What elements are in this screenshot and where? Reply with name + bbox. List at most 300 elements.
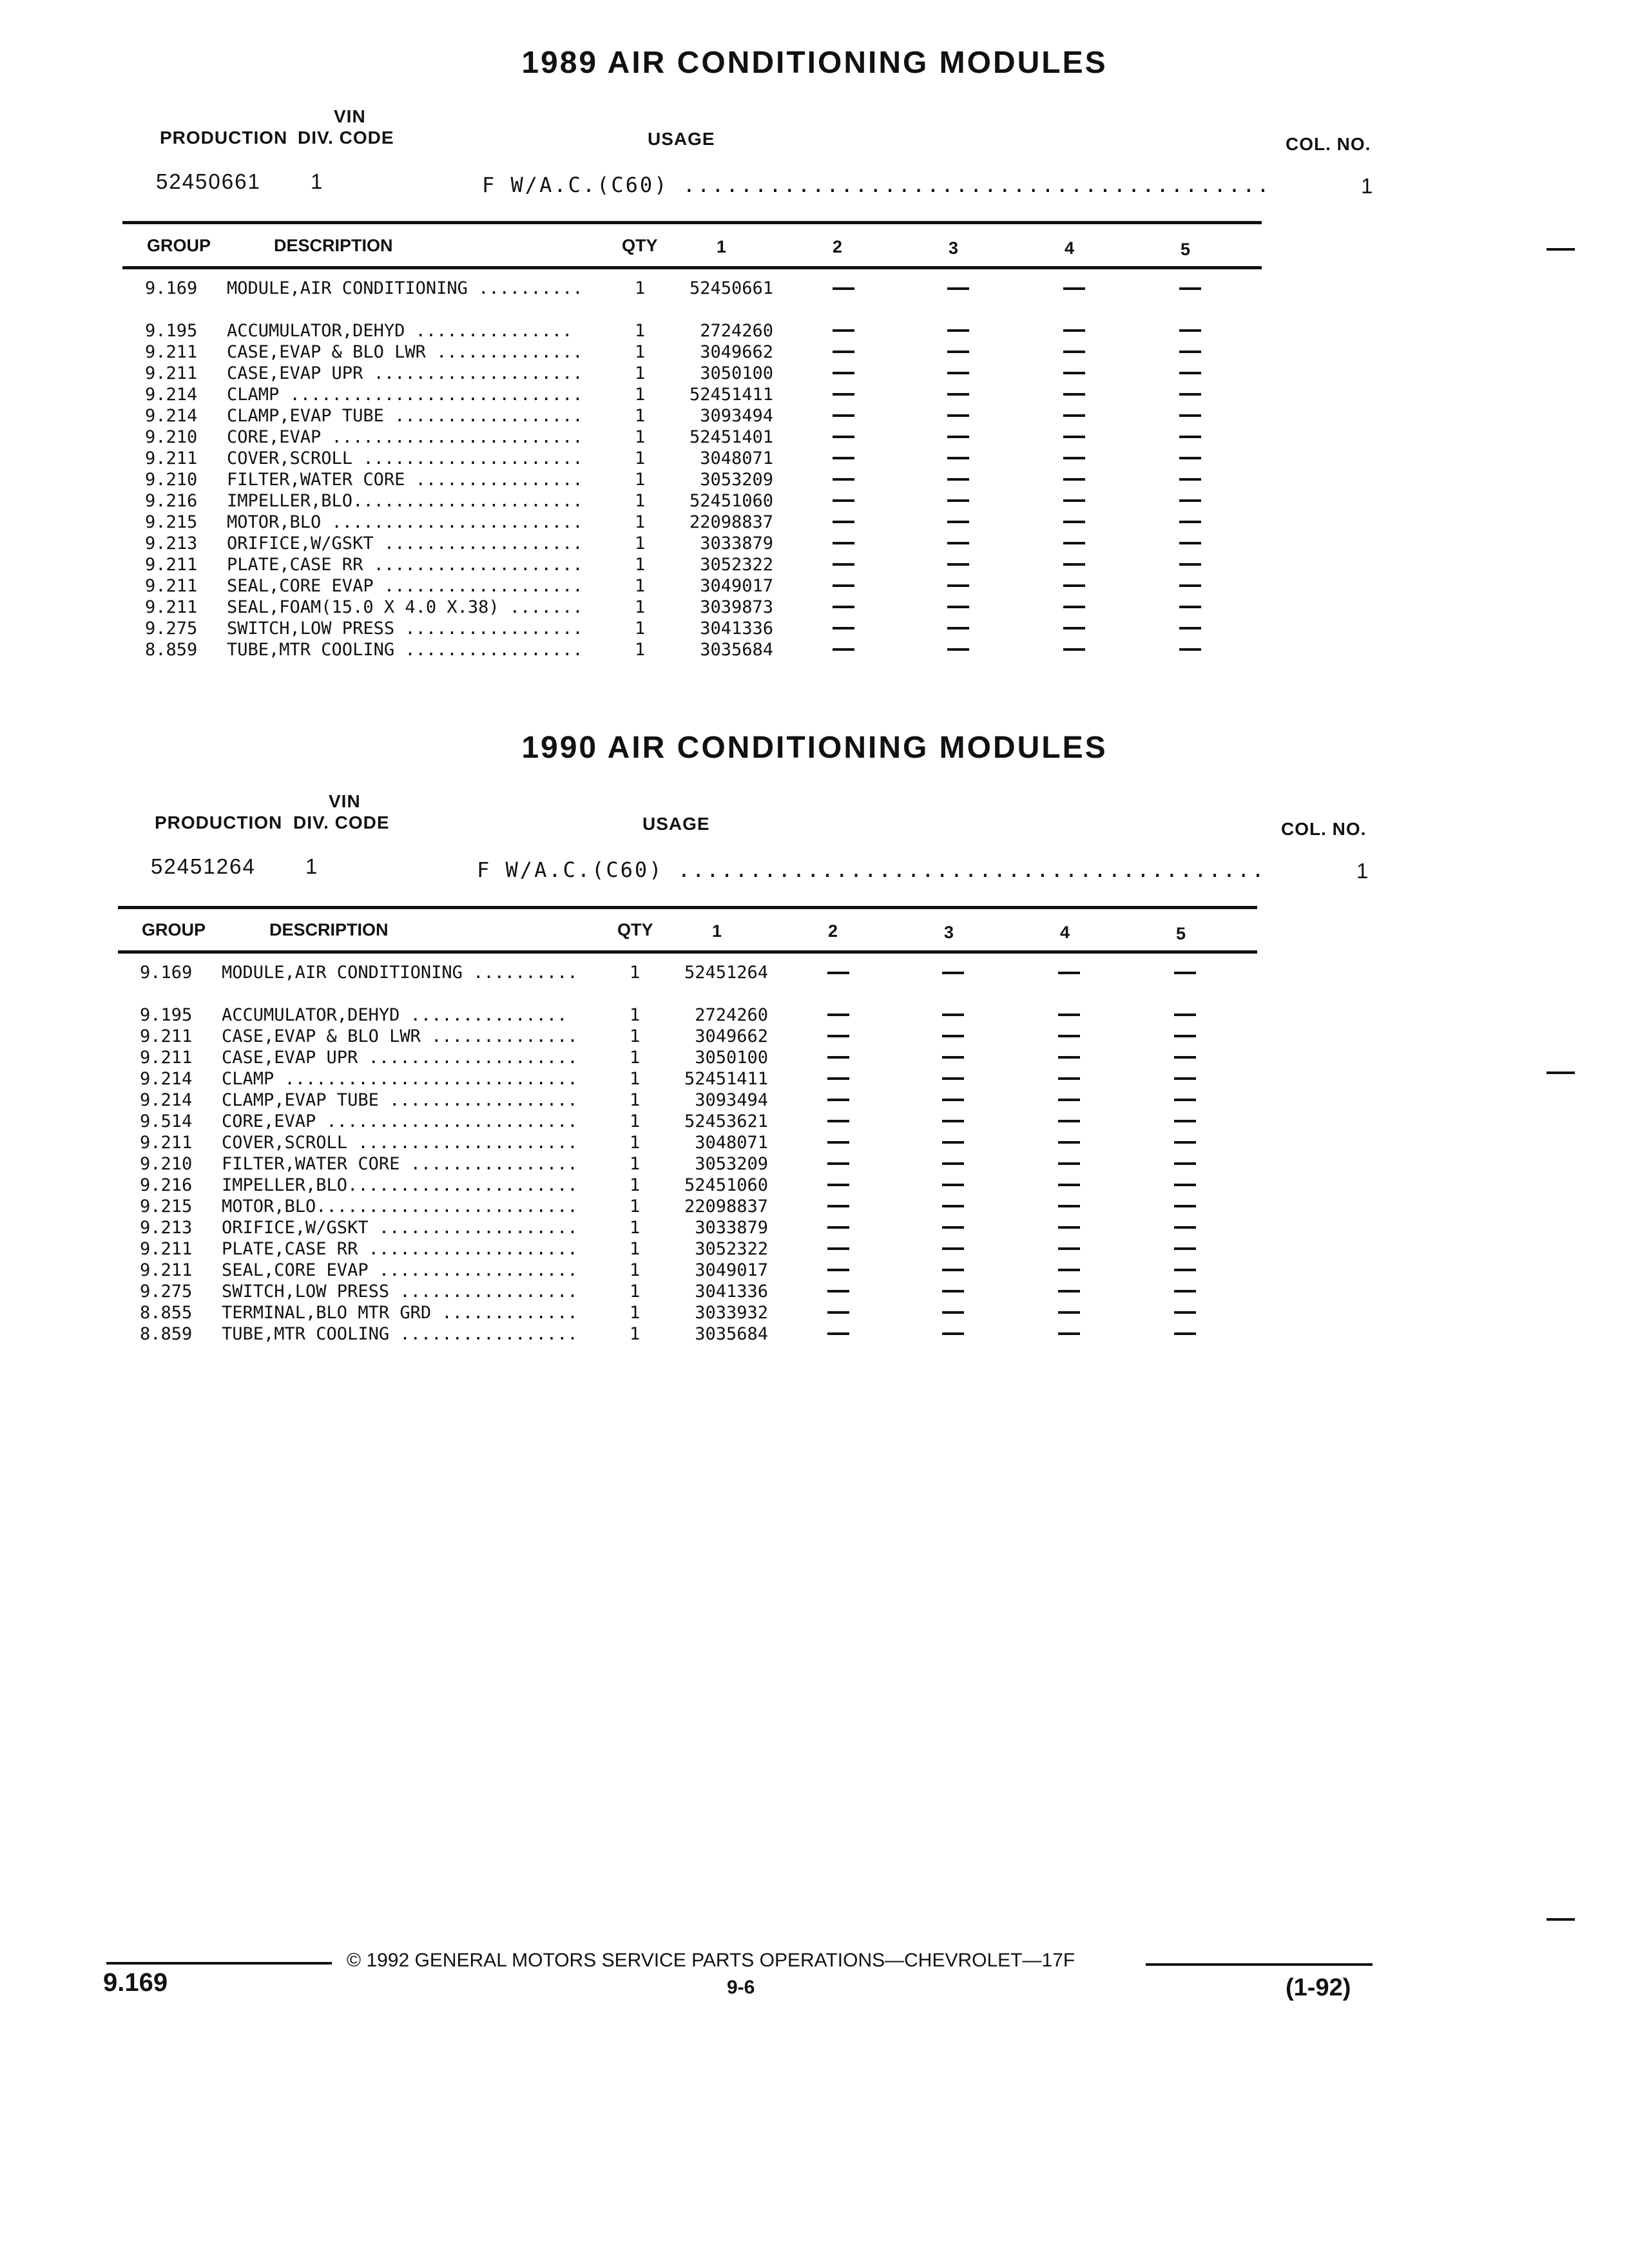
group-cell: 9.216: [140, 1175, 193, 1195]
part-number-cell: 3048071: [695, 1133, 768, 1153]
margin-mark: [1547, 248, 1575, 251]
description-cell: SWITCH,LOW PRESS .................: [222, 1282, 578, 1302]
part-number-cell: 3039873: [700, 597, 773, 617]
col-5-dash: [1179, 478, 1201, 481]
col-2-dash: [827, 1077, 849, 1080]
table-row: [0, 427, 1629, 448]
date-code: (1-92): [1286, 1974, 1351, 2001]
col-5-dash: [1174, 1226, 1196, 1229]
col-3-dash: [947, 606, 969, 608]
div-code-header: DIV. CODE: [298, 128, 394, 148]
col-2-dash: [833, 436, 854, 438]
col-4-dash: [1058, 1141, 1080, 1144]
description-cell: MODULE,AIR CONDITIONING ..........: [222, 963, 578, 983]
col-2-dash: [833, 414, 854, 417]
part-number-cell: 3093494: [700, 406, 773, 426]
qty-cell: 1: [630, 1069, 641, 1089]
group-cell: 9.211: [140, 1026, 193, 1046]
col-5-dash: [1179, 287, 1201, 290]
group-cell: 9.275: [140, 1282, 193, 1302]
qty-cell: 1: [630, 1090, 641, 1110]
group-cell: 9.211: [145, 576, 198, 596]
col-5-dash: [1174, 1056, 1196, 1059]
col-2-dash: [833, 329, 854, 332]
group-cell: 9.211: [145, 555, 198, 575]
group-cell: 9.216: [145, 491, 198, 511]
col-3-dash: [947, 393, 969, 396]
description-cell: CASE,EVAP UPR ....................: [222, 1048, 578, 1068]
col-4-dash: [1063, 414, 1085, 417]
table-row: [0, 1302, 1624, 1323]
col-3-dash: [947, 414, 969, 417]
col-3-dash: [942, 1290, 964, 1293]
qty-cell: 1: [635, 597, 646, 617]
col-3-dash: [947, 499, 969, 502]
qty-cell: 1: [635, 278, 646, 298]
group-cell: 9.514: [140, 1111, 193, 1131]
col-3-dash: [942, 1205, 964, 1207]
group-cell: 9.215: [140, 1196, 193, 1216]
col-2-dash: [827, 1226, 849, 1229]
description-cell: CASE,EVAP & BLO LWR ..............: [222, 1026, 578, 1046]
col-4-dash: [1058, 1332, 1080, 1335]
col-3-dash: [942, 972, 964, 974]
col-3-dash: [942, 1056, 964, 1059]
col-5-dash: [1174, 1184, 1196, 1186]
col-3-dash: [942, 1184, 964, 1186]
col-2-dash: [827, 1141, 849, 1144]
table-top-rule: [118, 906, 1257, 909]
qty-cell: 1: [630, 1282, 641, 1302]
qty-cell: 1: [635, 363, 646, 383]
col-5-dash: [1174, 1247, 1196, 1250]
col-5-header: 5: [1176, 924, 1186, 943]
col-1-header: 1: [717, 237, 727, 256]
table-row: [0, 575, 1629, 597]
qty-header: QTY: [622, 236, 658, 255]
part-number-cell: 3035684: [695, 1324, 768, 1344]
col-2-dash: [833, 393, 854, 396]
qty-cell: 1: [635, 640, 646, 660]
part-number-cell: 3049662: [695, 1026, 768, 1046]
qty-cell: 1: [630, 1324, 641, 1344]
table-row: [0, 1153, 1624, 1175]
col-3-dash: [947, 457, 969, 459]
part-number-cell: 3050100: [700, 363, 773, 383]
table-row: [0, 597, 1629, 618]
col-4-dash: [1063, 648, 1085, 651]
qty-cell: 1: [630, 1196, 641, 1216]
description-cell: COVER,SCROLL .....................: [227, 448, 583, 468]
col-2-header: 2: [828, 921, 838, 941]
col-5-dash: [1179, 329, 1201, 332]
part-number-cell: 52451401: [689, 427, 773, 447]
page-number: 9-6: [727, 1977, 755, 1998]
description-cell: CORE,EVAP ........................: [227, 427, 583, 447]
part-number-cell: 3052322: [695, 1239, 768, 1259]
production-header: PRODUCTION: [155, 812, 283, 832]
col-5-dash: [1174, 1332, 1196, 1335]
col-4-dash: [1058, 1120, 1080, 1122]
col-4-dash: [1058, 1247, 1080, 1250]
usage-header: USAGE: [642, 814, 710, 834]
group-cell: 9.214: [145, 385, 198, 405]
qty-cell: 1: [630, 1218, 641, 1238]
group-cell: 9.195: [145, 321, 198, 341]
table-row: [0, 448, 1629, 469]
group-cell: 9.214: [140, 1090, 193, 1110]
description-cell: SEAL,CORE EVAP ...................: [222, 1260, 578, 1280]
production-number: 52451264: [151, 854, 256, 878]
col-3-dash: [947, 372, 969, 374]
col-2-dash: [833, 287, 854, 290]
group-cell: 9.275: [145, 619, 198, 639]
group-cell: 9.211: [145, 363, 198, 383]
qty-cell: 1: [635, 321, 646, 341]
part-number-cell: 3033879: [700, 533, 773, 553]
table-row: [0, 512, 1629, 533]
col-value: 1: [1356, 859, 1370, 883]
group-cell: 9.211: [140, 1133, 193, 1153]
table-row: [0, 1068, 1624, 1090]
col-5-header: 5: [1181, 240, 1191, 259]
col-5-dash: [1179, 606, 1201, 608]
table-row: [0, 341, 1629, 363]
col-4-dash: [1063, 436, 1085, 438]
qty-cell: 1: [630, 1260, 641, 1280]
table-top-rule: [122, 221, 1262, 224]
footer-rule-right: [1146, 1963, 1373, 1966]
description-cell: FILTER,WATER CORE ................: [222, 1154, 578, 1174]
div-code-header: DIV. CODE: [293, 812, 390, 832]
col-4-header: 4: [1060, 923, 1070, 942]
group-cell: 9.211: [140, 1260, 193, 1280]
col-3-dash: [942, 1332, 964, 1335]
table-row: [0, 1281, 1624, 1302]
part-number-cell: 3048071: [700, 448, 773, 468]
col-4-dash: [1058, 1290, 1080, 1293]
table-row: [0, 1175, 1624, 1196]
qty-cell: 1: [630, 1175, 641, 1195]
part-number-cell: 3050100: [695, 1048, 768, 1068]
part-number-cell: 3093494: [695, 1090, 768, 1110]
col-4-dash: [1058, 1077, 1080, 1080]
footer-rule-left: [106, 1962, 332, 1965]
table-row: [0, 363, 1629, 384]
description-header: DESCRIPTION: [269, 920, 389, 939]
qty-header: QTY: [617, 920, 653, 939]
part-number-cell: 3049017: [695, 1260, 768, 1280]
group-cell: 9.211: [140, 1048, 193, 1068]
col-4-dash: [1063, 478, 1085, 481]
production-number: 52450661: [156, 169, 261, 193]
col-3-dash: [947, 436, 969, 438]
part-number-cell: 22098837: [689, 512, 773, 532]
col-3-dash: [942, 1141, 964, 1144]
col-4-dash: [1058, 1184, 1080, 1186]
col-2-dash: [827, 1311, 849, 1314]
vin-header: VIN: [329, 791, 361, 811]
part-number-cell: 52451060: [684, 1175, 768, 1195]
group-cell: 9.213: [145, 533, 198, 553]
col-5-dash: [1174, 1269, 1196, 1271]
col-5-dash: [1174, 1290, 1196, 1293]
part-number-cell: 52451411: [684, 1069, 768, 1089]
col-5-dash: [1179, 521, 1201, 523]
description-cell: CLAMP,EVAP TUBE ..................: [227, 406, 583, 426]
col-3-dash: [942, 1099, 964, 1101]
group-cell: 9.210: [140, 1154, 193, 1174]
col-2-dash: [833, 457, 854, 459]
col-4-dash: [1058, 1269, 1080, 1271]
col-5-dash: [1174, 1205, 1196, 1207]
col-2-dash: [827, 1056, 849, 1059]
col-5-dash: [1174, 1311, 1196, 1314]
group-cell: 8.855: [140, 1303, 193, 1323]
table-row: [0, 1090, 1624, 1111]
part-number-cell: 3053209: [700, 470, 773, 490]
col-2-dash: [827, 1290, 849, 1293]
qty-cell: 1: [635, 470, 646, 490]
section-title: 1989 AIR CONDITIONING MODULES: [521, 46, 1108, 80]
col-5-dash: [1179, 351, 1201, 353]
group-cell: 9.195: [140, 1005, 193, 1025]
col-2-dash: [827, 1162, 849, 1165]
description-cell: SWITCH,LOW PRESS .................: [227, 619, 583, 639]
col-3-dash: [942, 1035, 964, 1037]
part-number-cell: 52451060: [689, 491, 773, 511]
part-number-cell: 3049017: [700, 576, 773, 596]
col-2-dash: [827, 972, 849, 974]
col-2-dash: [827, 1014, 849, 1016]
table-row-module: [0, 276, 1629, 302]
col-4-dash: [1063, 563, 1085, 566]
part-number-cell: 3033932: [695, 1303, 768, 1323]
description-cell: TUBE,MTR COOLING .................: [222, 1324, 578, 1344]
col-4-dash: [1063, 521, 1085, 523]
col-no-header: COL. NO.: [1281, 819, 1367, 839]
col-5-dash: [1179, 393, 1201, 396]
col-4-dash: [1063, 372, 1085, 374]
col-3-header: 3: [944, 923, 954, 942]
col-2-dash: [833, 648, 854, 651]
col-value: 1: [1361, 174, 1374, 198]
col-4-dash: [1058, 1056, 1080, 1059]
description-cell: MOTOR,BLO.........................: [222, 1196, 578, 1216]
col-3-dash: [947, 329, 969, 332]
table-row: [0, 469, 1629, 490]
qty-cell: 1: [635, 619, 646, 639]
margin-mark: [1547, 1918, 1575, 1921]
col-no-header: COL. NO.: [1286, 134, 1371, 154]
col-2-dash: [827, 1099, 849, 1101]
description-cell: CASE,EVAP UPR ....................: [227, 363, 583, 383]
description-cell: ORIFICE,W/GSKT ...................: [227, 533, 583, 553]
qty-cell: 1: [635, 576, 646, 596]
table-row: [0, 1132, 1624, 1153]
col-2-dash: [833, 372, 854, 374]
qty-cell: 1: [630, 1154, 641, 1174]
table-row: [0, 1111, 1624, 1132]
group-cell: 8.859: [145, 640, 198, 660]
qty-cell: 1: [630, 1026, 641, 1046]
col-3-dash: [947, 648, 969, 651]
qty-cell: 1: [630, 963, 641, 983]
group-cell: 9.211: [145, 448, 198, 468]
col-5-dash: [1179, 563, 1201, 566]
col-2-dash: [827, 1269, 849, 1271]
vin-header: VIN: [334, 106, 366, 126]
col-2-dash: [833, 606, 854, 608]
col-3-header: 3: [949, 238, 959, 258]
col-3-dash: [947, 287, 969, 290]
col-3-dash: [947, 563, 969, 566]
description-cell: SEAL,CORE EVAP ...................: [227, 576, 583, 596]
col-4-dash: [1063, 457, 1085, 459]
col-3-dash: [947, 627, 969, 629]
group-cell: 9.169: [140, 963, 193, 983]
description-cell: ORIFICE,W/GSKT ...................: [222, 1218, 578, 1238]
qty-cell: 1: [630, 1303, 641, 1323]
col-5-dash: [1174, 1141, 1196, 1144]
margin-mark: [1547, 1072, 1575, 1074]
qty-cell: 1: [635, 448, 646, 468]
col-4-dash: [1063, 351, 1085, 353]
description-cell: ACCUMULATOR,DEHYD ...............: [227, 321, 573, 341]
qty-cell: 1: [630, 1239, 641, 1259]
table-row: [0, 1217, 1624, 1238]
table-row: [0, 1004, 1624, 1026]
description-cell: TERMINAL,BLO MTR GRD .............: [222, 1303, 578, 1323]
part-number-cell: 2724260: [700, 321, 773, 341]
usage-value: F W/A.C.(C60) .........................................: [477, 858, 1266, 882]
col-2-dash: [833, 542, 854, 544]
part-number-cell: 52453621: [684, 1111, 768, 1131]
col-3-dash: [947, 478, 969, 481]
col-3-dash: [947, 351, 969, 353]
description-cell: MODULE,AIR CONDITIONING ..........: [227, 278, 583, 298]
col-4-dash: [1063, 393, 1085, 396]
col-2-header: 2: [833, 237, 843, 256]
col-5-dash: [1179, 542, 1201, 544]
col-3-dash: [942, 1269, 964, 1271]
part-number-cell: 52451411: [689, 385, 773, 405]
group-cell: 9.215: [145, 512, 198, 532]
col-5-dash: [1179, 372, 1201, 374]
usage-value: F W/A.C.(C60) .........................................: [482, 173, 1271, 197]
table-row: [0, 384, 1629, 405]
col-4-dash: [1058, 1226, 1080, 1229]
table-row: [0, 320, 1629, 341]
col-4-header: 4: [1065, 238, 1075, 258]
col-4-dash: [1058, 1099, 1080, 1101]
col-4-dash: [1063, 627, 1085, 629]
col-5-dash: [1174, 1035, 1196, 1037]
group-cell: 9.211: [145, 597, 198, 617]
col-5-dash: [1179, 648, 1201, 651]
div-code-value: 1: [305, 854, 319, 878]
col-2-dash: [827, 1035, 849, 1037]
qty-cell: 1: [635, 512, 646, 532]
col-5-dash: [1179, 627, 1201, 629]
col-5-dash: [1179, 584, 1201, 587]
col-4-dash: [1058, 1311, 1080, 1314]
description-cell: IMPELLER,BLO......................: [227, 491, 583, 511]
col-5-dash: [1174, 1077, 1196, 1080]
col-2-dash: [827, 1205, 849, 1207]
description-cell: CORE,EVAP ........................: [222, 1111, 578, 1131]
col-4-dash: [1058, 1035, 1080, 1037]
group-header: GROUP: [142, 920, 206, 939]
table-row: [0, 533, 1629, 554]
col-5-dash: [1179, 457, 1201, 459]
description-cell: FILTER,WATER CORE ................: [227, 470, 583, 490]
col-3-dash: [942, 1247, 964, 1250]
col-5-dash: [1174, 1162, 1196, 1165]
group-cell: 9.213: [140, 1218, 193, 1238]
group-cell: 9.214: [140, 1069, 193, 1089]
col-2-dash: [827, 1120, 849, 1122]
group-cell: 9.210: [145, 470, 198, 490]
part-number-cell: 3053209: [695, 1154, 768, 1174]
description-cell: MOTOR,BLO ........................: [227, 512, 583, 532]
description-cell: CASE,EVAP & BLO LWR ..............: [227, 342, 583, 362]
table-row-module: [0, 960, 1624, 986]
qty-cell: 1: [635, 427, 646, 447]
description-cell: CLAMP ............................: [227, 385, 583, 405]
col-3-dash: [947, 542, 969, 544]
part-number-cell: 3033879: [695, 1218, 768, 1238]
col-2-dash: [833, 351, 854, 353]
col-3-dash: [947, 521, 969, 523]
col-4-dash: [1058, 1014, 1080, 1016]
qty-cell: 1: [630, 1133, 641, 1153]
table-row: [0, 618, 1629, 639]
part-number-cell: 52451264: [684, 963, 768, 983]
copyright-text: © 1992 GENERAL MOTORS SERVICE PARTS OPERATIONS—CHEVROLET—17F: [347, 1950, 1075, 1971]
group-cell: 9.211: [145, 342, 198, 362]
col-5-dash: [1174, 1120, 1196, 1122]
col-2-dash: [827, 1184, 849, 1186]
table-row: [0, 405, 1629, 427]
table-row: [0, 1238, 1624, 1260]
part-number-cell: 3041336: [695, 1282, 768, 1302]
col-3-dash: [942, 1014, 964, 1016]
description-header: DESCRIPTION: [274, 236, 393, 255]
production-header: PRODUCTION: [160, 128, 288, 148]
col-5-dash: [1174, 972, 1196, 974]
description-cell: IMPELLER,BLO......................: [222, 1175, 578, 1195]
col-3-dash: [942, 1226, 964, 1229]
col-2-dash: [833, 563, 854, 566]
description-cell: PLATE,CASE RR ....................: [222, 1239, 578, 1259]
group-cell: 8.859: [140, 1324, 193, 1344]
table-row: [0, 1260, 1624, 1281]
table-row: [0, 1047, 1624, 1068]
group-cell: 9.211: [140, 1239, 193, 1259]
description-cell: ACCUMULATOR,DEHYD ...............: [222, 1005, 568, 1025]
qty-cell: 1: [635, 533, 646, 553]
qty-cell: 1: [630, 1111, 641, 1131]
table-row: [0, 1026, 1624, 1047]
part-number-cell: 3052322: [700, 555, 773, 575]
col-2-dash: [833, 627, 854, 629]
group-cell: 9.169: [145, 278, 198, 298]
group-cell: 9.214: [145, 406, 198, 426]
col-1-header: 1: [712, 921, 722, 941]
table-row: [0, 639, 1629, 660]
table-header-rule: [122, 266, 1262, 269]
